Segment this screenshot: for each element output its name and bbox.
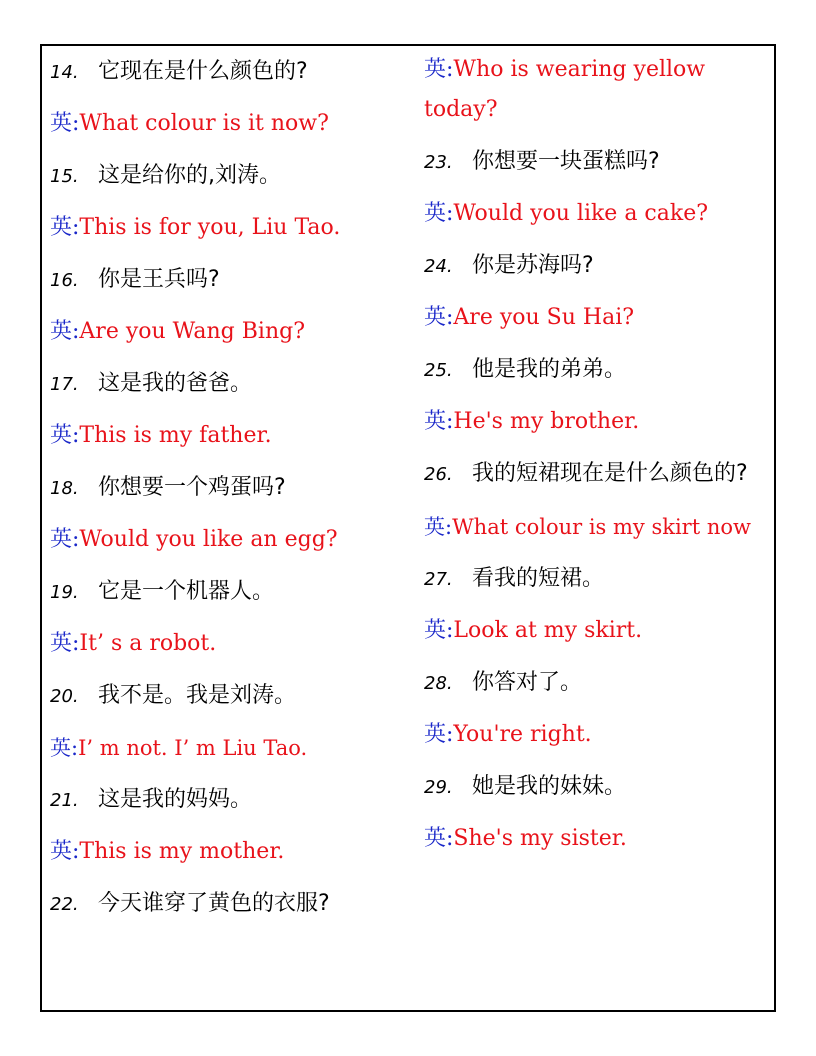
item-number: 26. bbox=[424, 464, 453, 485]
english-text: I’ m not. I’ m Liu Tao. bbox=[78, 736, 308, 760]
item-19-chinese bbox=[50, 566, 414, 618]
item-number: 20. bbox=[50, 686, 79, 707]
item-17-english bbox=[50, 410, 414, 462]
chinese-text: 这是我的妈妈。 bbox=[98, 787, 253, 812]
english-text: Look at my skirt. bbox=[453, 618, 643, 643]
english-prefix: 英: bbox=[50, 319, 80, 344]
item-number: 18. bbox=[50, 478, 79, 499]
english-text: He's my brother. bbox=[453, 409, 640, 434]
item-19-english bbox=[50, 618, 414, 670]
chinese-text: 你答对了。 bbox=[472, 670, 583, 695]
english-text: This is my father. bbox=[79, 423, 272, 448]
chinese-text: 他是我的弟弟。 bbox=[472, 357, 627, 382]
item-number: 21. bbox=[50, 790, 79, 811]
item-number: 16. bbox=[50, 270, 79, 291]
left-column bbox=[50, 46, 414, 930]
english-prefix: 英: bbox=[50, 215, 80, 240]
english-text: Would you like a cake? bbox=[453, 201, 709, 226]
item-14-chinese bbox=[50, 46, 414, 98]
item-26-chinese bbox=[424, 448, 774, 501]
item-number: 17. bbox=[50, 374, 79, 395]
english-prefix: 英: bbox=[50, 839, 80, 864]
chinese-text: 你是王兵吗? bbox=[98, 267, 220, 292]
english-text: Who is wearing yellow today? bbox=[424, 57, 706, 122]
english-prefix: 英: bbox=[424, 618, 454, 643]
item-24-english bbox=[424, 292, 774, 344]
item-number: 29. bbox=[424, 777, 453, 798]
item-number: 23. bbox=[424, 152, 453, 173]
chinese-text: 它现在是什么颜色的? bbox=[98, 59, 308, 84]
chinese-text: 今天谁穿了黄色的衣服? bbox=[98, 891, 330, 916]
item-29-chinese bbox=[424, 761, 774, 813]
english-text: What colour is it now? bbox=[79, 111, 329, 136]
item-number: 24. bbox=[424, 256, 453, 277]
item-number: 19. bbox=[50, 582, 79, 603]
english-prefix: 英: bbox=[424, 305, 454, 330]
item-number: 28. bbox=[424, 673, 453, 694]
english-prefix: 英: bbox=[424, 57, 454, 82]
item-15-chinese bbox=[50, 150, 414, 202]
item-18-chinese bbox=[50, 462, 414, 514]
english-prefix: 英: bbox=[50, 423, 80, 448]
english-prefix: 英: bbox=[424, 201, 454, 226]
english-text: She's my sister. bbox=[453, 826, 627, 851]
item-22-english bbox=[424, 46, 774, 136]
item-number: 15. bbox=[50, 166, 79, 187]
item-14-english bbox=[50, 98, 414, 150]
item-28-chinese bbox=[424, 657, 774, 709]
item-number: 14. bbox=[50, 62, 79, 83]
chinese-text: 我的短裙现在是什么颜色的? bbox=[472, 461, 748, 486]
item-number: 27. bbox=[424, 569, 453, 590]
english-text: This is my mother. bbox=[79, 839, 285, 864]
chinese-text: 你想要一个鸡蛋吗? bbox=[98, 475, 286, 500]
item-27-chinese bbox=[424, 553, 774, 605]
item-26-english bbox=[424, 501, 774, 553]
item-25-english bbox=[424, 396, 774, 448]
item-number: 22. bbox=[50, 894, 79, 915]
item-16-chinese bbox=[50, 254, 414, 306]
english-text: It’ s a robot. bbox=[79, 631, 217, 656]
item-15-english bbox=[50, 202, 414, 254]
item-23-english bbox=[424, 188, 774, 240]
item-24-chinese bbox=[424, 240, 774, 292]
item-25-chinese bbox=[424, 344, 774, 396]
english-text: This is for you, Liu Tao. bbox=[79, 215, 341, 240]
document-frame bbox=[40, 44, 776, 1012]
english-prefix: 英: bbox=[424, 409, 454, 434]
english-prefix: 英: bbox=[424, 826, 454, 851]
item-20-chinese bbox=[50, 670, 414, 722]
item-21-chinese bbox=[50, 774, 414, 826]
item-number: 25. bbox=[424, 360, 453, 381]
english-prefix: 英: bbox=[50, 527, 80, 552]
english-prefix: 英: bbox=[50, 736, 79, 760]
english-text: What colour is my skirt now bbox=[452, 515, 751, 539]
item-22-chinese bbox=[50, 878, 414, 930]
item-18-english bbox=[50, 514, 414, 566]
item-28-english bbox=[424, 709, 774, 761]
right-column bbox=[424, 46, 774, 865]
chinese-text: 看我的短裙。 bbox=[472, 566, 605, 591]
english-prefix: 英: bbox=[424, 722, 454, 747]
item-21-english bbox=[50, 826, 414, 878]
item-16-english bbox=[50, 306, 414, 358]
item-20-english bbox=[50, 722, 414, 774]
chinese-text: 它是一个机器人。 bbox=[98, 579, 275, 604]
item-17-chinese bbox=[50, 358, 414, 410]
item-27-english bbox=[424, 605, 774, 657]
chinese-text: 这是给你的,刘涛。 bbox=[98, 163, 281, 188]
english-prefix: 英: bbox=[50, 631, 80, 656]
chinese-text: 这是我的爸爸。 bbox=[98, 371, 253, 396]
chinese-text: 我不是。我是刘涛。 bbox=[98, 683, 297, 708]
english-text: Would you like an egg? bbox=[79, 527, 338, 552]
english-text: Are you Su Hai? bbox=[453, 305, 635, 330]
english-prefix: 英: bbox=[50, 111, 80, 136]
english-text: You're right. bbox=[453, 722, 592, 747]
item-29-english bbox=[424, 813, 774, 865]
chinese-text: 你想要一块蛋糕吗? bbox=[472, 149, 660, 174]
chinese-text: 你是苏海吗? bbox=[472, 253, 594, 278]
english-text: Are you Wang Bing? bbox=[79, 319, 305, 344]
chinese-text: 她是我的妹妹。 bbox=[472, 774, 627, 799]
english-prefix: 英: bbox=[424, 515, 453, 539]
item-23-chinese bbox=[424, 136, 774, 188]
